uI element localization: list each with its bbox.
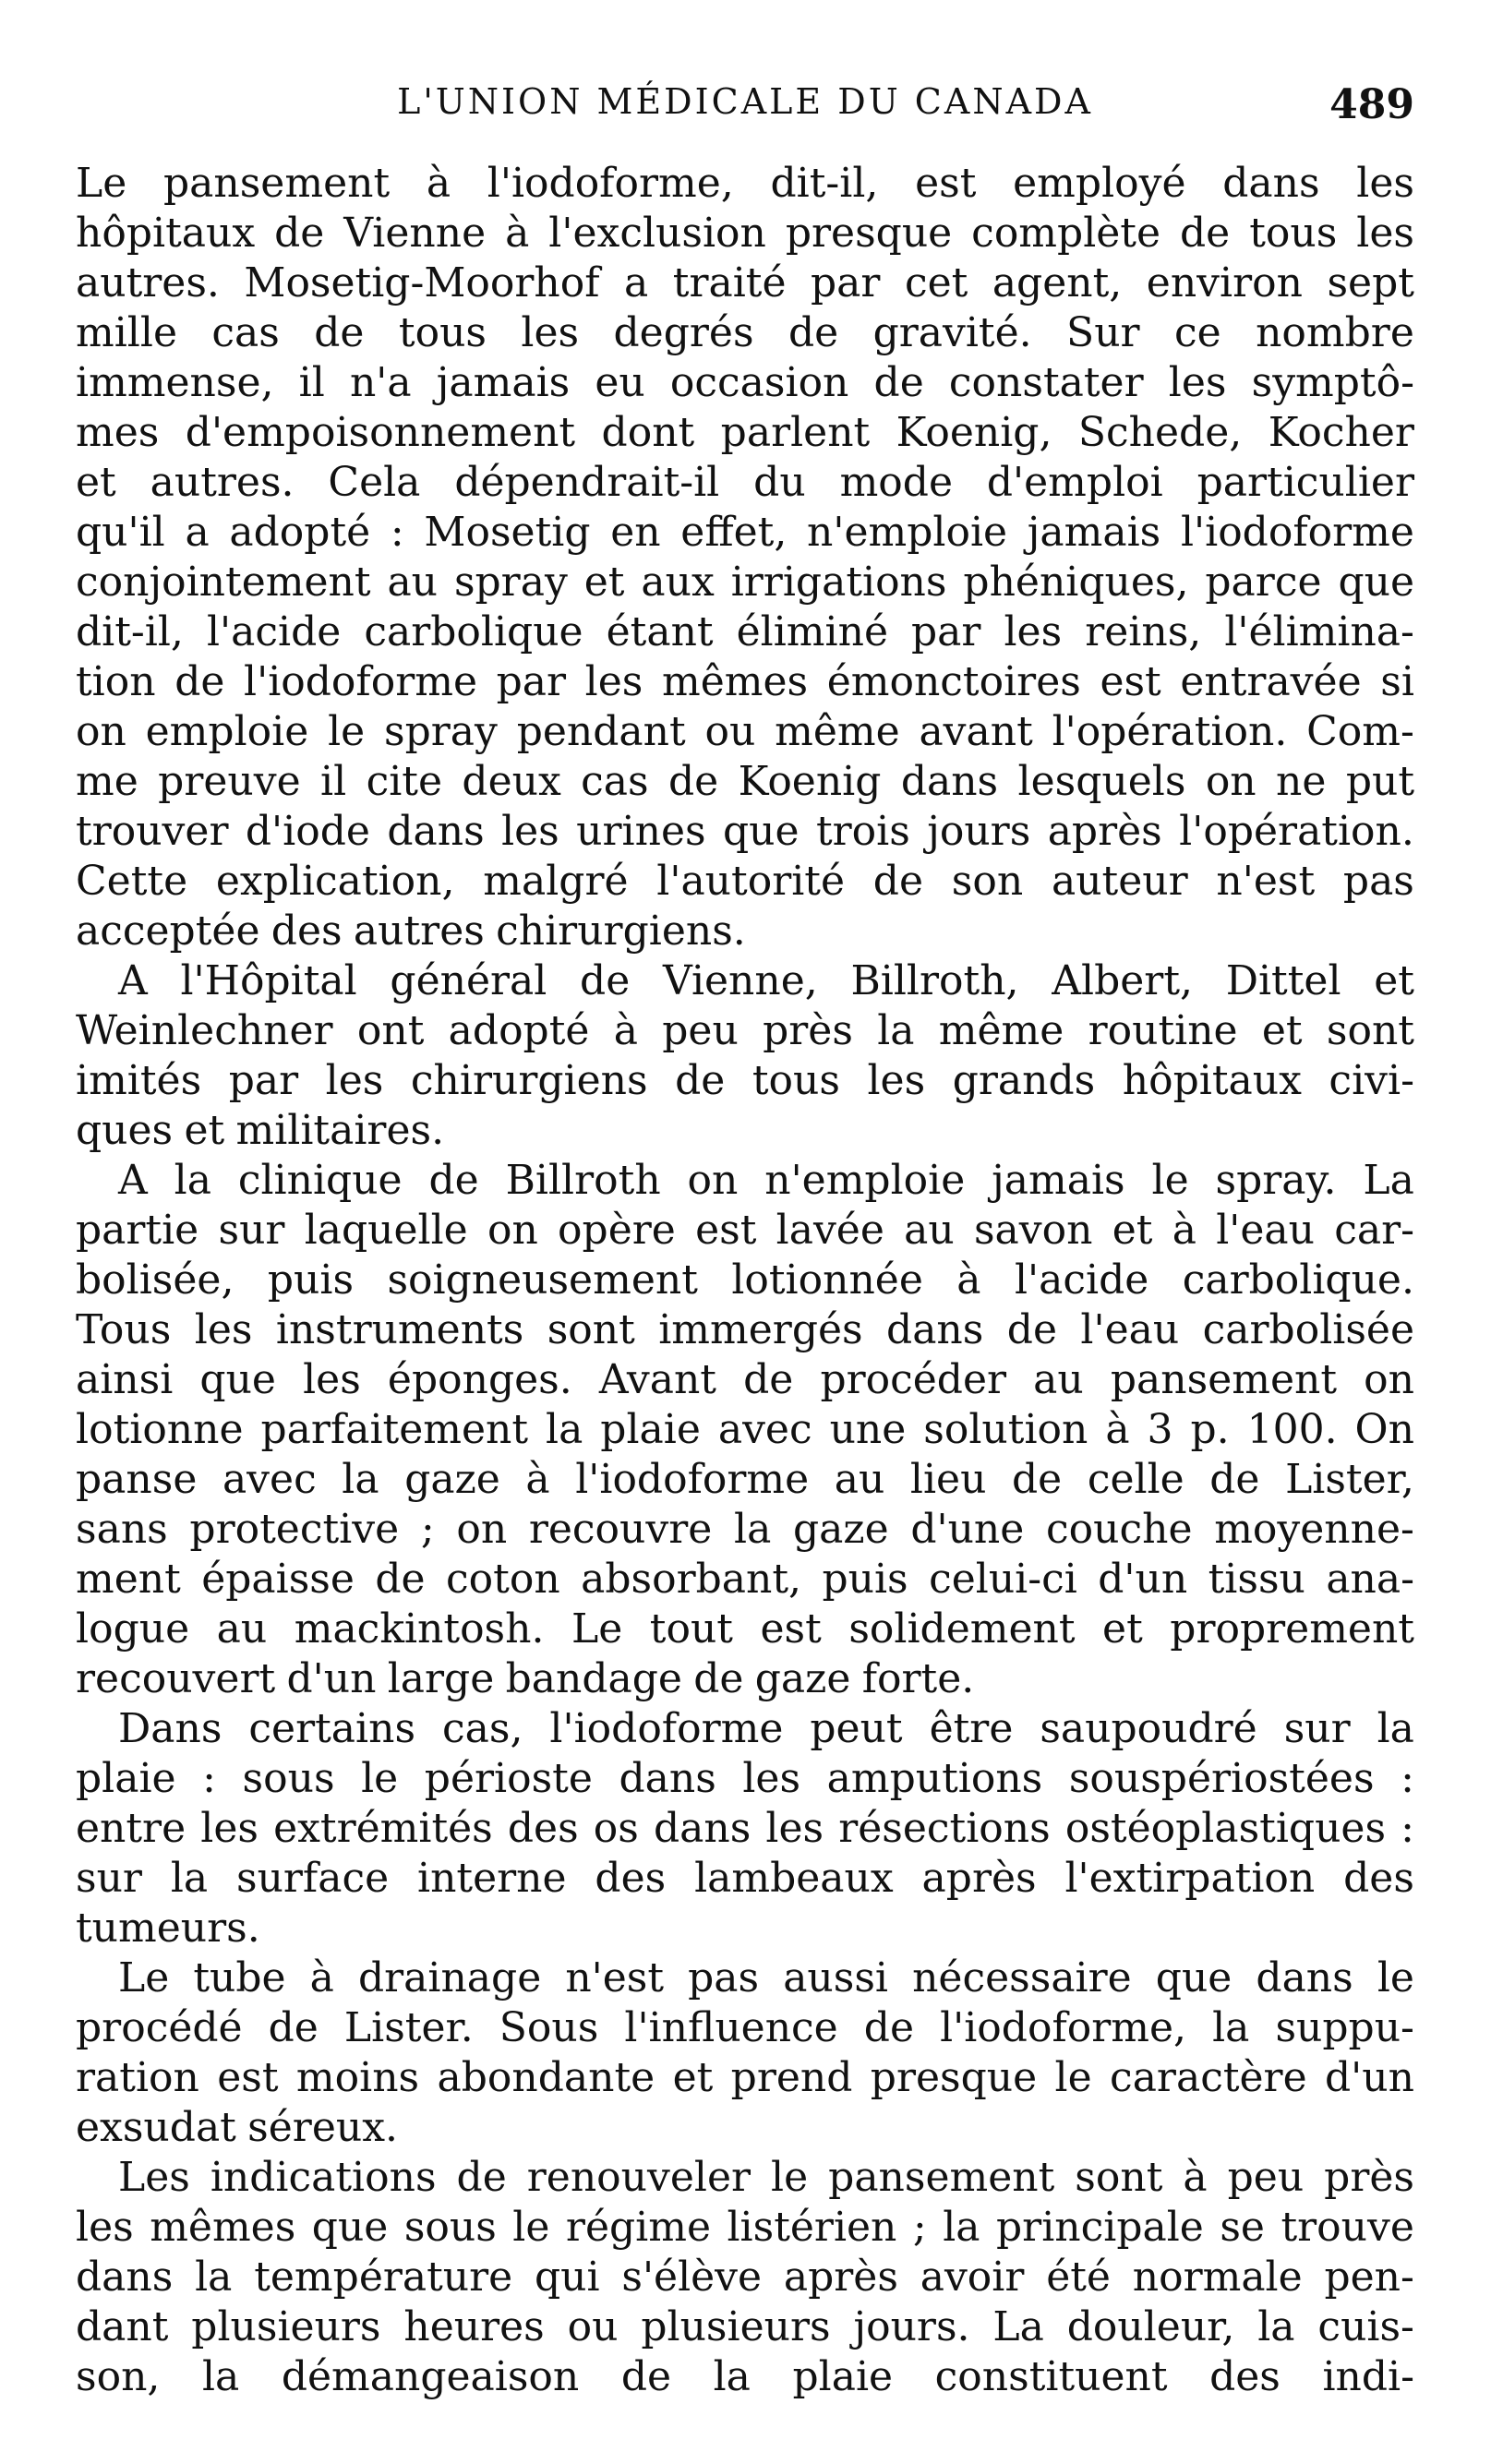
text-line: ainsi que les éponges. Avant de procéder au pansement on bbox=[76, 1356, 1414, 1403]
text-line: procédé de Lister. Sous l'influence de l'iodoforme, la suppu- bbox=[76, 2004, 1414, 2051]
text-line: on emploie le spray pendant ou même avant l'opération. Com- bbox=[76, 708, 1414, 755]
text-line: panse avec la gaze à l'iodoforme au lieu de celle de Lister, bbox=[76, 1456, 1414, 1503]
text-line: dit-il, l'acide carbolique étant éliminé par les reins, l'élimina- bbox=[76, 608, 1414, 655]
text-line: Dans certains cas, l'iodoforme peut être saupoudré sur la bbox=[118, 1705, 1414, 1752]
text-line: imités par les chirurgiens de tous les grands hôpitaux civi- bbox=[76, 1057, 1414, 1104]
text-line: A l'Hôpital général de Vienne, Billroth, Albert, Dittel et bbox=[118, 957, 1414, 1004]
text-line: ques et militaires. bbox=[76, 1107, 445, 1154]
running-head bbox=[76, 81, 1414, 137]
text-line: Tous les instruments sont immergés dans de l'eau carbolisée bbox=[76, 1306, 1414, 1353]
text-line: Les indications de renouveler le pansement sont à peu près bbox=[118, 2154, 1414, 2201]
text-line: trouver d'iode dans les urines que trois jours après l'opération. bbox=[76, 808, 1414, 855]
text-line: exsudat séreux. bbox=[76, 2104, 399, 2151]
text-line: acceptée des autres chirurgiens. bbox=[76, 907, 746, 955]
text-line: entre les extrémités des os dans les résections ostéoplastiques : bbox=[76, 1805, 1414, 1852]
text-line: sans protective ; on recouvre la gaze d'une couche moyenne- bbox=[76, 1506, 1414, 1553]
text-line: ration est moins abondante et prend presque le caractère d'un bbox=[76, 2054, 1414, 2101]
body-text bbox=[76, 159, 1414, 2402]
text-line: partie sur laquelle on opère est lavée au savon et à l'eau car- bbox=[76, 1207, 1414, 1254]
text-line: conjointement au spray et aux irrigations phéniques, parce que bbox=[76, 559, 1414, 606]
text-line: recouvert d'un large bandage de gaze forte. bbox=[76, 1655, 975, 1702]
text-line: Cette explication, malgré l'autorité de son auteur n'est pas bbox=[76, 858, 1414, 905]
text-line: dans la température qui s'élève après avoir été normale pen- bbox=[76, 2254, 1414, 2301]
text-line: hôpitaux de Vienne à l'exclusion presque complète de tous les bbox=[76, 210, 1414, 257]
text-line: Weinlechner ont adopté à peu près la même routine et sont bbox=[76, 1007, 1414, 1054]
text-line: tumeurs. bbox=[76, 1905, 260, 1952]
text-line: tion de l'iodoforme par les mêmes émonctoires est entravée si bbox=[76, 658, 1414, 705]
text-line: et autres. Cela dépendrait-il du mode d'emploi particulier bbox=[76, 459, 1414, 506]
text-line: immense, il n'a jamais eu occasion de constater les symptô- bbox=[76, 359, 1414, 406]
text-line: A la clinique de Billroth on n'emploie jamais le spray. La bbox=[118, 1157, 1414, 1204]
text-line: Le tube à drainage n'est pas aussi nécessaire que dans le bbox=[118, 1954, 1414, 2001]
text-line: sur la surface interne des lambeaux après l'extirpation des bbox=[76, 1855, 1414, 1902]
text-line: lotionne parfaitement la plaie avec une solution à 3 p. 100. On bbox=[76, 1406, 1414, 1453]
text-line: les mêmes que sous le régime listérien ; la principale se trouve bbox=[76, 2204, 1414, 2251]
text-line: bolisée, puis soigneusement lotionnée à l'acide carbolique. bbox=[76, 1256, 1414, 1304]
text-line: ment épaisse de coton absorbant, puis celui-ci d'un tissu ana- bbox=[76, 1556, 1414, 1603]
text-line: plaie : sous le périoste dans les amputions souspériostées : bbox=[76, 1755, 1414, 1802]
journal-title: L'UNION MÉDICALE DU CANADA bbox=[397, 81, 1093, 122]
page-number: 489 bbox=[1329, 81, 1414, 128]
text-line: autres. Mosetig-Moorhof a traité par cet agent, environ sept bbox=[76, 259, 1414, 306]
text-line: dant plusieurs heures ou plusieurs jours. La douleur, la cuis- bbox=[76, 2303, 1414, 2350]
text-line: qu'il a adopté : Mosetig en effet, n'emploie jamais l'iodoforme bbox=[76, 509, 1414, 556]
text-line: son, la démangeaison de la plaie constituent des indi- bbox=[76, 2353, 1414, 2400]
text-line: Le pansement à l'iodoforme, dit-il, est employé dans les bbox=[76, 160, 1414, 207]
text-line: logue au mackintosh. Le tout est solidement et proprement bbox=[76, 1605, 1414, 1653]
text-line: me preuve il cite deux cas de Koenig dans lesquels on ne put bbox=[76, 758, 1414, 805]
text-line: mes d'empoisonnement dont parlent Koenig, Schede, Kocher bbox=[76, 409, 1414, 456]
text-line: mille cas de tous les degrés de gravité. Sur ce nombre bbox=[76, 309, 1414, 356]
